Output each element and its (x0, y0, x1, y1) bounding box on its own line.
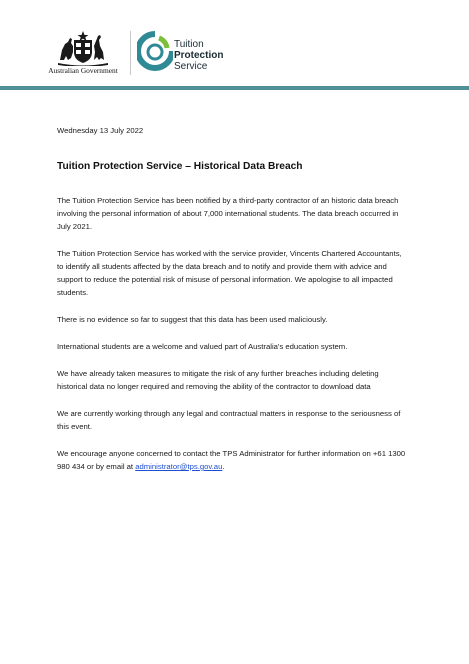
contact-email-link[interactable]: administrator@tps.gov.au (135, 462, 223, 471)
tps-word-service: Service (174, 61, 208, 72)
paragraph-2: The Tuition Protection Service has worked with the service provider, Vincents Chartered Accountants, to identify all students affected by the data breach and to notify and provide them with advice and support to reduce the potential risk of misuse of personal information. We apologise to all impacted students. (57, 249, 402, 297)
tps-word-tuition: Tuition (174, 39, 204, 50)
paragraph-6: We are currently working through any legal and contractual matters in response to the seriousness of this event. (57, 409, 401, 431)
header-rule (0, 86, 469, 90)
tps-logo (137, 30, 237, 76)
paragraph-1: The Tuition Protection Service has been notified by a third-party contractor of an historic data breach involving the personal information of about 7,000 international students. The data breach occurred in July 2021. (57, 196, 399, 231)
government-label: Australian Government (48, 66, 118, 75)
document-body (57, 124, 409, 487)
contact-paragraph (57, 447, 409, 473)
paragraph-3: There is no evidence so far to suggest that this data has been used maliciously. (57, 315, 328, 324)
document-date: Wednesday 13 July 2022 (57, 126, 144, 135)
header-divider (130, 31, 131, 75)
document-title: Tuition Protection Service – Historical Data Breach (57, 161, 303, 172)
australian-government-logo (40, 30, 126, 80)
coat-of-arms-icon (56, 30, 110, 66)
tps-word-protection: Protection (174, 50, 224, 61)
tps-ring-icon (137, 30, 173, 76)
paragraph-4: International students are a welcome and valued part of Australia's education system. (57, 342, 348, 351)
tps-wordmark (174, 39, 223, 72)
contact-end: . (222, 462, 225, 471)
paragraph-5: We have already taken measures to mitigate the risk of any further breaches including deleting historical data no longer required and removing the ability of the contractor to download data (57, 369, 379, 391)
page-header (0, 0, 469, 90)
contact-text: We encourage anyone concerned to contact the TPS Administrator for further information on +61 1300 980 434 or by email at (57, 449, 406, 471)
